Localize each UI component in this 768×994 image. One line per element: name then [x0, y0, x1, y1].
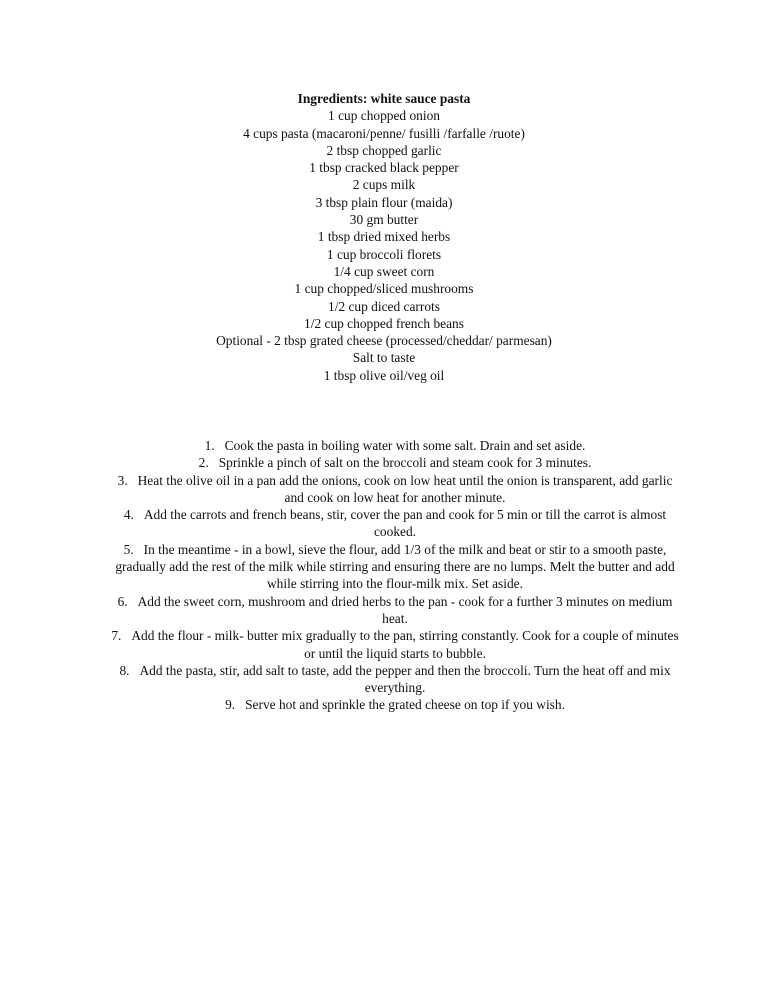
- step-number: 8.: [119, 662, 130, 678]
- step-number: 7.: [111, 628, 122, 644]
- ingredient-item: 1 cup broccoli florets: [326, 246, 442, 262]
- instruction-step: [110, 472, 680, 507]
- step-text: In the meantime - in a bowl, sieve the flour, add 1/3 of the milk and beat or stir to a smooth paste, gradually add the rest of the milk while stirring and ensuring there are no lumps. Melt the butter and add while stirring into the flour-milk mix. Set aside.: [115, 541, 675, 592]
- instructions-section: [110, 437, 680, 714]
- step-text: Heat the olive oil in a pan add the onions, cook on low heat until the onion is transparent, add garlic and cook on low heat for another minute.: [137, 472, 673, 505]
- step-text: Add the pasta, stir, add salt to taste, add the pepper and then the broccoli. Turn the heat off and mix everything.: [139, 662, 671, 696]
- ingredient-item: 1 tbsp olive oil/veg oil: [323, 367, 445, 383]
- step-number: 4.: [123, 507, 134, 523]
- ingredient-item: 1 tbsp cracked black pepper: [309, 160, 459, 176]
- instruction-step: [110, 541, 680, 593]
- instruction-step: [110, 593, 680, 628]
- ingredient-item: 2 cups milk: [352, 177, 416, 193]
- step-text: Serve hot and sprinkle the grated cheese on top if you wish.: [245, 697, 565, 713]
- ingredient-item: Optional - 2 tbsp grated cheese (processed/cheddar/ parmesan): [216, 333, 552, 349]
- step-number: 1.: [204, 438, 215, 453]
- instruction-step: [110, 627, 680, 662]
- ingredient-item: 30 gm butter: [349, 212, 419, 228]
- ingredient-item: 2 tbsp chopped garlic: [326, 142, 442, 158]
- step-text: Sprinkle a pinch of salt on the broccoli and steam cook for 3 minutes.: [218, 455, 592, 471]
- instruction-step: [110, 696, 680, 713]
- ingredients-title: Ingredients: white sauce pasta: [297, 91, 471, 106]
- instruction-step: [110, 454, 680, 471]
- step-number: 3.: [117, 472, 128, 488]
- instruction-step: [110, 437, 680, 454]
- step-number: 6.: [117, 593, 128, 609]
- ingredient-item: 1 tbsp dried mixed herbs: [317, 229, 451, 245]
- step-text: Add the sweet corn, mushroom and dried herbs to the pan - cook for a further 3 minutes on medium heat.: [137, 593, 673, 626]
- ingredient-item: 3 tbsp plain flour (maida): [315, 194, 453, 210]
- step-text: Add the carrots and french beans, stir, cover the pan and cook for 5 min or till the carrot is almost cooked.: [143, 507, 667, 540]
- ingredient-item: 1/2 cup diced carrots: [328, 298, 440, 314]
- ingredient-item: 4 cups pasta (macaroni/penne/ fusilli /farfalle /ruote): [243, 125, 525, 141]
- instruction-step: [110, 506, 680, 541]
- ingredient-item: 1/4 cup sweet corn: [333, 263, 435, 279]
- step-number: 9.: [225, 697, 236, 713]
- ingredients-section: [0, 90, 768, 384]
- ingredient-item: 1 cup chopped/sliced mushrooms: [294, 281, 474, 297]
- step-text: Add the flour - milk- butter mix gradually to the pan, stirring constantly. Cook for a couple of minutes or until the liquid starts to bubble.: [131, 628, 679, 661]
- ingredient-item: Salt to taste: [352, 350, 416, 366]
- instruction-step: [110, 662, 680, 697]
- step-number: 5.: [123, 541, 134, 557]
- ingredient-item: 1/2 cup chopped french beans: [304, 315, 464, 331]
- step-number: 2.: [198, 455, 209, 471]
- ingredient-item: 1 cup chopped onion: [328, 108, 440, 124]
- step-text: Cook the pasta in boiling water with some salt. Drain and set aside.: [224, 438, 586, 453]
